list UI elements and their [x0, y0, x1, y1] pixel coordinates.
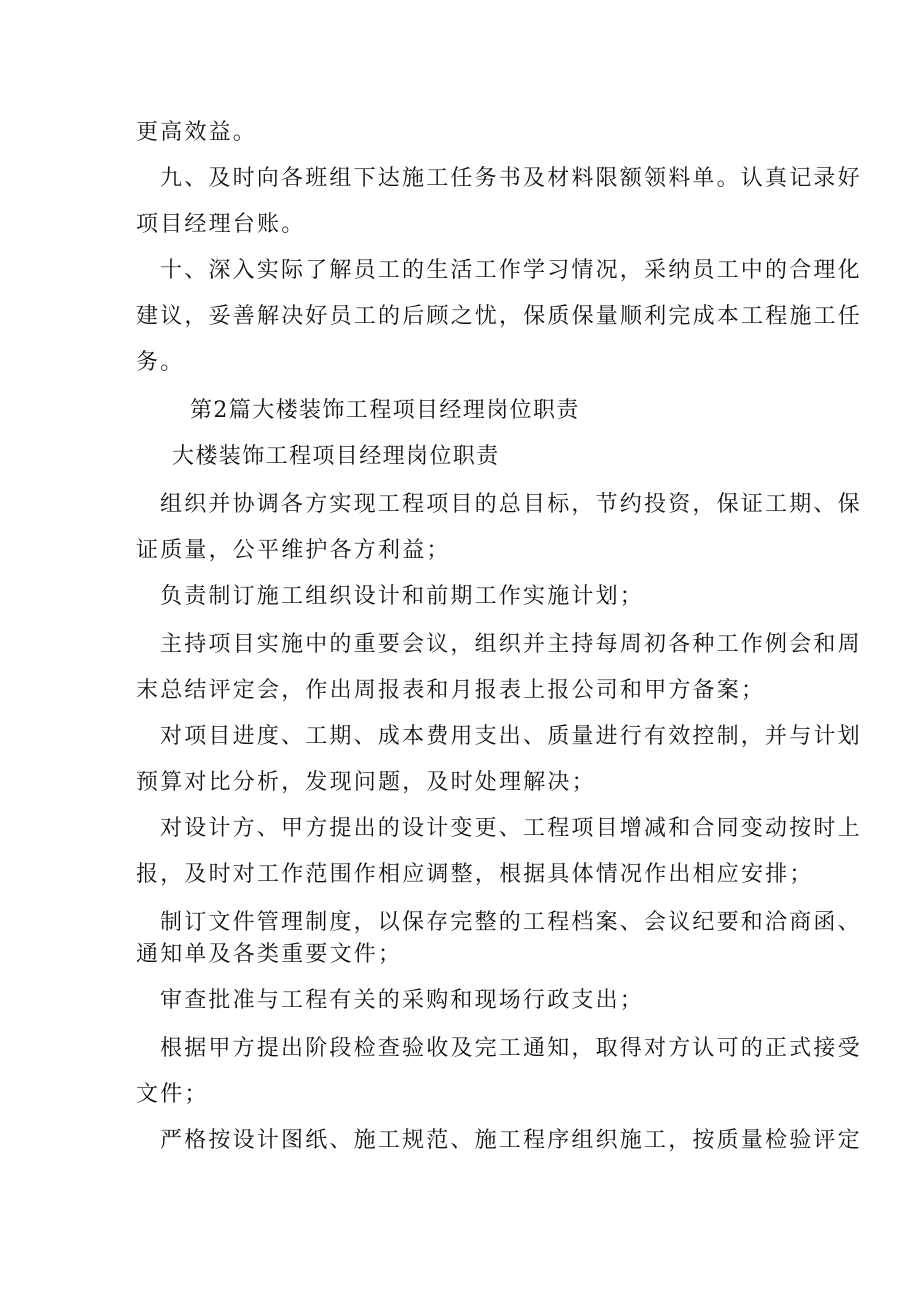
text-line: 十、深入实际了解员工的生活工作学习情况，采纳员工中的合理化: [160, 258, 862, 283]
text-line: 严格按设计图纸、施工规范、施工程序组织施工，按质量检验评定: [160, 1128, 862, 1153]
text-line: 文件；: [136, 1082, 209, 1107]
text-line: 对设计方、甲方提出的设计变更、工程项目增减和合同变动按时上: [160, 816, 862, 841]
text-line: 主持项目实施中的重要会议，组织并主持每周初各种工作例会和周: [160, 632, 862, 657]
text-line: 九、及时向各班组下达施工任务书及材料限额领料单。认真记录好: [160, 166, 862, 191]
text-line: 对项目进度、工期、成本费用支出、质量进行有效控制，并与计划: [160, 724, 862, 749]
text-line: 组织并协调各方实现工程项目的总目标，节约投资，保证工期、保: [160, 492, 862, 517]
text-line: 负责制订施工组织设计和前期工作实施计划；: [160, 584, 645, 609]
text-line: 报，及时对工作范围作相应调整，根据具体情况作出相应安排；: [136, 862, 814, 887]
text-line: 务。: [136, 350, 185, 375]
section-title: 第2篇大楼装饰工程项目经理岗位职责: [190, 398, 580, 423]
text-line: 审查批准与工程有关的采购和现场行政支出；: [160, 988, 645, 1013]
text-line: 根据甲方提出阶段检查验收及完工通知，取得对方认可的正式接受: [160, 1036, 862, 1061]
section-subtitle: 大楼装饰工程项目经理岗位职责: [172, 444, 500, 469]
text-line: 证质量，公平维护各方利益；: [136, 538, 451, 563]
text-line: 预算对比分析，发现问题，及时处理解决；: [136, 770, 596, 795]
text-line: 更高效益。: [136, 120, 258, 145]
text-line: 建议，妥善解决好员工的后顾之忧，保质保量顺利完成本工程施工任: [136, 304, 863, 329]
text-line: 项目经理台账。: [136, 212, 306, 237]
text-line: 末总结评定会，作出周报表和月报表上报公司和甲方备案；: [136, 678, 766, 703]
text-line: 通知单及各类重要文件；: [136, 942, 403, 967]
text-line: 制订文件管理制度，以保存完整的工程档案、会议纪要和洽商函、: [160, 910, 862, 935]
